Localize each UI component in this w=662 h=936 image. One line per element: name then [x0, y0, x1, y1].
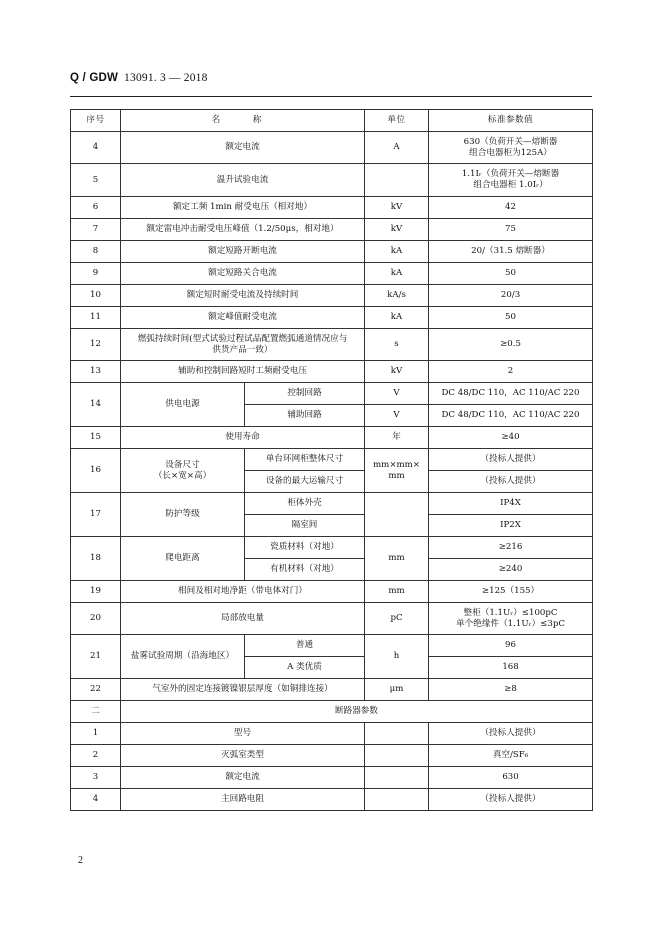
row-value: [429, 164, 593, 197]
row-value: 50: [429, 263, 593, 285]
row-name: 额定短路关合电流: [121, 263, 365, 285]
row-unit: [365, 449, 429, 493]
table-row: [71, 537, 593, 559]
table-row: [71, 635, 593, 657]
row-value: 20/（31.5 熔断器）: [429, 241, 593, 263]
table-row: [71, 219, 593, 241]
row-value: 630: [429, 767, 593, 789]
unit-line: mm×mm×: [373, 459, 421, 470]
row-value: ≥125（155）: [429, 581, 593, 603]
row-name: 辅助和控制回路短时工频耐受电压: [121, 361, 365, 383]
table-row: [71, 383, 593, 405]
row-unit: [365, 745, 429, 767]
row-name: 相间及相对地净距（带电体对门）: [121, 581, 365, 603]
name-line: 燃弧持续时间(型式试验过程试品配置燃弧通道情况应与: [137, 333, 348, 344]
row-value: 2: [429, 361, 593, 383]
row-value: ≥240: [429, 559, 593, 581]
row-value: [429, 603, 593, 635]
sub-item-name: 辅助回路: [245, 405, 365, 427]
table-row: [71, 361, 593, 383]
row-unit: kV: [365, 361, 429, 383]
row-unit: [365, 493, 429, 537]
row-value: ≥40: [429, 427, 593, 449]
row-number: 21: [71, 635, 121, 679]
row-unit: [365, 767, 429, 789]
value-line: 单个绝缘件（1.1Uᵣ）≤3pC: [456, 618, 565, 629]
value-line: 组合电器柜为125A）: [469, 147, 552, 158]
row-number: 16: [71, 449, 121, 493]
table-row: [71, 241, 593, 263]
row-value: ≥8: [429, 679, 593, 701]
row-number: 3: [71, 767, 121, 789]
row-value: [429, 132, 593, 164]
row-number: 7: [71, 219, 121, 241]
table-row: [71, 197, 593, 219]
standard-code: Q / GDW: [70, 72, 119, 84]
row-number: 9: [71, 263, 121, 285]
standard-number: 13091. 3 — 2018: [124, 72, 208, 84]
row-number: 17: [71, 493, 121, 537]
row-value: （投标人提供）: [429, 449, 593, 471]
row-unit: [365, 789, 429, 811]
unit-line: mm: [388, 470, 405, 481]
row-unit: A: [365, 132, 429, 164]
table-row: [71, 329, 593, 361]
table-row: [71, 285, 593, 307]
row-name: 额定短时耐受电流及持续时间: [121, 285, 365, 307]
row-name: 使用寿命: [121, 427, 365, 449]
table-header-row: [71, 110, 593, 132]
row-number: 19: [71, 581, 121, 603]
row-name: 额定工频 1min 耐受电压（相对地）: [121, 197, 365, 219]
row-unit: mm: [365, 537, 429, 581]
row-number: 22: [71, 679, 121, 701]
sub-item-name: 单台环网柜整体尺寸: [245, 449, 365, 471]
row-number: 18: [71, 537, 121, 581]
table-row: [71, 307, 593, 329]
value-line: 整柜（1.1Uᵣ）≤100pC: [463, 607, 558, 618]
table-row: [71, 493, 593, 515]
sub-item-name: 隔室间: [245, 515, 365, 537]
value-line: 组合电器柜 1.0Iᵣ）: [473, 180, 548, 190]
table-row: [71, 745, 593, 767]
name-line: 供货产品一致）: [212, 344, 273, 355]
row-name: 气室外的固定连接镀镍银层厚度（如铜排连接）: [121, 679, 365, 701]
table-row: [71, 132, 593, 164]
table-row: [71, 164, 593, 197]
table-row: [71, 679, 593, 701]
table-row: [71, 767, 593, 789]
row-value: ≥0.5: [429, 329, 593, 361]
row-name: 局部放电量: [121, 603, 365, 635]
row-unit: pC: [365, 603, 429, 635]
row-number: 8: [71, 241, 121, 263]
row-unit: mm: [365, 581, 429, 603]
value-line: 630（负荷开关—熔断器: [463, 136, 558, 147]
row-name: 主回路电阻: [121, 789, 365, 811]
row-number: 4: [71, 789, 121, 811]
row-name: 温升试验电流: [121, 164, 365, 197]
table-row: [71, 789, 593, 811]
row-name: 供电电源: [121, 383, 245, 427]
col-header-name: 名 称: [121, 110, 365, 132]
section-number: 二: [71, 701, 121, 723]
row-value: DC 48/DC 110，AC 110/AC 220: [429, 405, 593, 427]
row-number: 20: [71, 603, 121, 635]
sub-item-name: 有机材料（对地）: [245, 559, 365, 581]
table-row: [71, 581, 593, 603]
parameter-table: [70, 109, 593, 811]
col-header-unit: 单位: [365, 110, 429, 132]
table-row: [71, 603, 593, 635]
row-number: 2: [71, 745, 121, 767]
row-unit: kV: [365, 197, 429, 219]
row-unit: μm: [365, 679, 429, 701]
row-value: 42: [429, 197, 593, 219]
row-value: ≥216: [429, 537, 593, 559]
sub-item-name: 控制回路: [245, 383, 365, 405]
row-name: 防护等级: [121, 493, 245, 537]
row-number: 11: [71, 307, 121, 329]
row-name: 额定雷电冲击耐受电压峰值（1.2/50μs，相对地）: [121, 219, 365, 241]
col-header-no: 序号: [71, 110, 121, 132]
row-value: IP4X: [429, 493, 593, 515]
row-unit: s: [365, 329, 429, 361]
row-unit: V: [365, 405, 429, 427]
row-value: 真空/SF₆: [429, 745, 593, 767]
section-row: [71, 701, 593, 723]
row-unit: h: [365, 635, 429, 679]
row-value: IP2X: [429, 515, 593, 537]
sub-item-name: 普通: [245, 635, 365, 657]
row-value: 168: [429, 657, 593, 679]
table-row: [71, 427, 593, 449]
row-name: 爬电距离: [121, 537, 245, 581]
row-value: 96: [429, 635, 593, 657]
row-value: 75: [429, 219, 593, 241]
row-name: [121, 449, 245, 493]
row-name: 灭弧室类型: [121, 745, 365, 767]
row-unit: kV: [365, 219, 429, 241]
row-value: 20/3: [429, 285, 593, 307]
row-number: 13: [71, 361, 121, 383]
row-unit: [365, 723, 429, 745]
row-unit: kA: [365, 241, 429, 263]
sub-item-name: 瓷质材料（对地）: [245, 537, 365, 559]
row-unit: V: [365, 383, 429, 405]
row-unit: 年: [365, 427, 429, 449]
row-name: 额定电流: [121, 132, 365, 164]
row-name: 额定短路开断电流: [121, 241, 365, 263]
col-header-value: 标准参数值: [429, 110, 593, 132]
table-row: [71, 449, 593, 471]
row-unit: kA: [365, 263, 429, 285]
row-value: （投标人提供）: [429, 471, 593, 493]
row-name: 型号: [121, 723, 365, 745]
section-title: 断路器参数: [121, 701, 593, 723]
row-number: 5: [71, 164, 121, 197]
row-unit: [365, 164, 429, 197]
table-row: [71, 723, 593, 745]
sub-item-name: A 类优质: [245, 657, 365, 679]
table-row: [71, 263, 593, 285]
row-number: 15: [71, 427, 121, 449]
row-number: 4: [71, 132, 121, 164]
row-number: 12: [71, 329, 121, 361]
row-value: DC 48/DC 110，AC 110/AC 220: [429, 383, 593, 405]
document-header: [70, 70, 208, 84]
row-unit: kA/s: [365, 285, 429, 307]
row-value: （投标人提供）: [429, 789, 593, 811]
value-line: 1.1Iᵣ（负荷开关—熔断器: [461, 169, 560, 180]
row-number: 10: [71, 285, 121, 307]
row-name: 盐雾试验周期（沿海地区）: [121, 635, 245, 679]
row-name: [121, 329, 365, 361]
row-number: 6: [71, 197, 121, 219]
sub-item-name: 柜体外壳: [245, 493, 365, 515]
name-line: 设备尺寸: [165, 459, 200, 470]
row-value: （投标人提供）: [429, 723, 593, 745]
row-unit: kA: [365, 307, 429, 329]
page-number: 2: [78, 855, 83, 866]
row-number: 14: [71, 383, 121, 427]
row-name: 额定电流: [121, 767, 365, 789]
header-rule: [70, 96, 592, 97]
row-name: 额定峰值耐受电流: [121, 307, 365, 329]
row-value: 50: [429, 307, 593, 329]
name-line: （长×宽×高）: [153, 470, 212, 481]
row-number: 1: [71, 723, 121, 745]
sub-item-name: 设备的最大运输尺寸: [245, 471, 365, 493]
